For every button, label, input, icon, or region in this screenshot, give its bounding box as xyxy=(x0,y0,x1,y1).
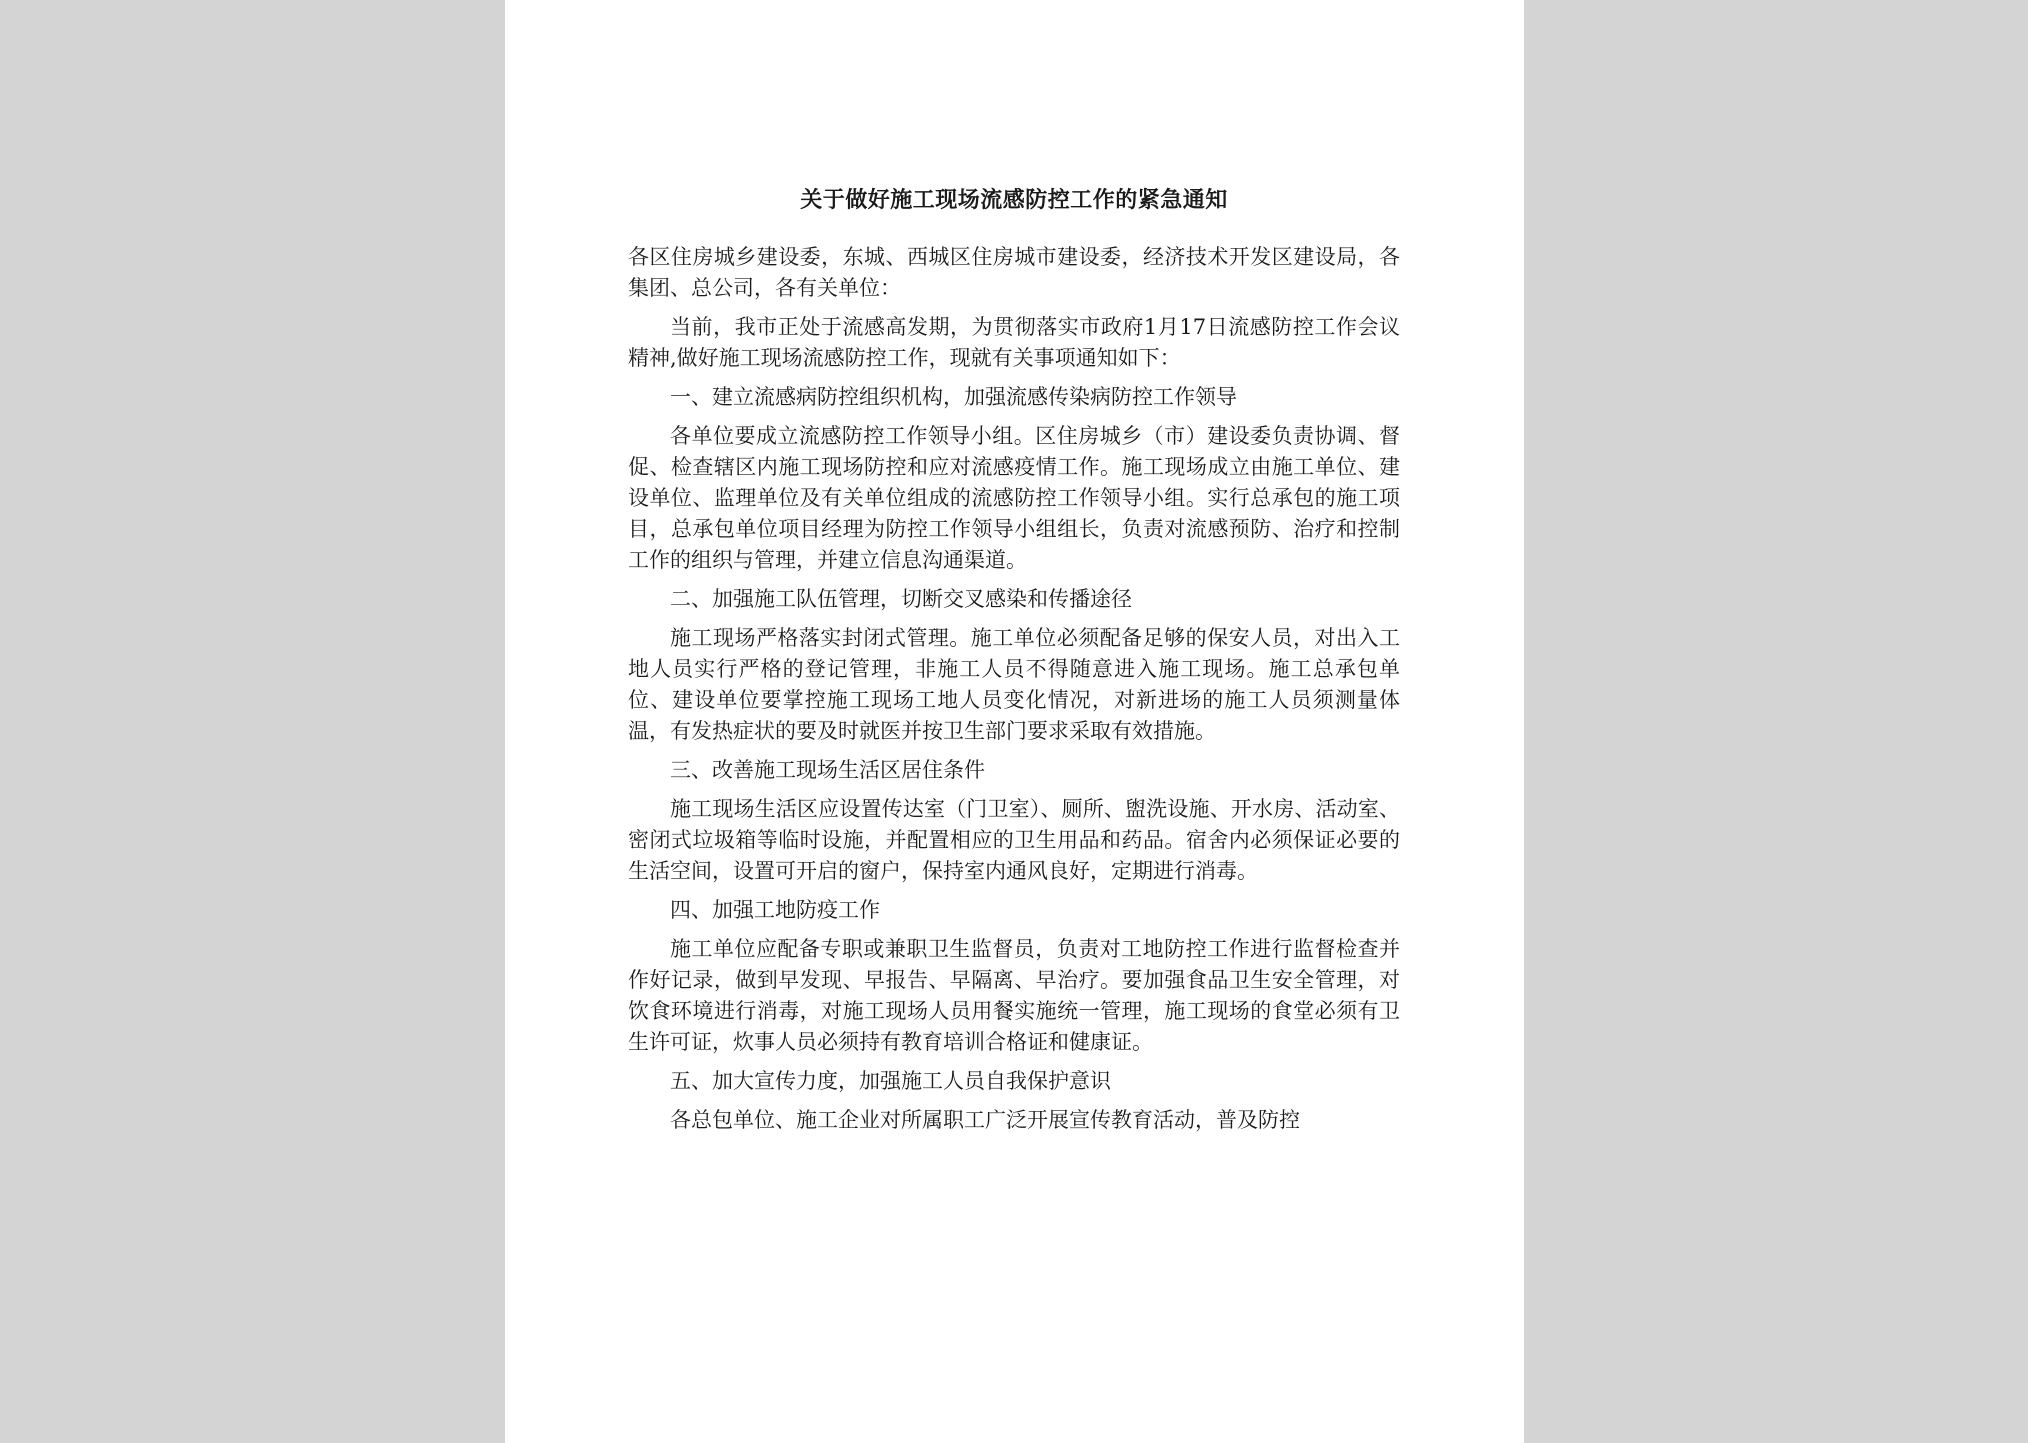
section-heading-4: 四、加强工地防疫工作 xyxy=(670,898,880,922)
document-page xyxy=(505,0,1524,1443)
document-title: 关于做好施工现场流感防控工作的紧急通知 xyxy=(800,187,1228,213)
section-body-5: 各总包单位、施工企业对所属职工广泛开展宣传教育活动，普及防控 xyxy=(670,1108,1300,1132)
section-body-3: 施工现场生活区应设置传达室（门卫室）、厕所、盥洗设施、开水房、活动室、密闭式垃圾箱等临时设施，并配置相应的卫生用品和药品。宿舍内必须保证必要的生活空间，设置可开启的窗户，保持室内通风良好，定期进行消毒。 xyxy=(628,797,1400,883)
addressee-paragraph: 各区住房城乡建设委，东城、西城区住房城市建设委，经济技术开发区建设局，各集团、总公司，各有关单位： xyxy=(628,245,1400,300)
document-content xyxy=(628,183,1400,1144)
section-body-2: 施工现场严格落实封闭式管理。施工单位必须配备足够的保安人员，对出入工地人员实行严格的登记管理，非施工人员不得随意进入施工现场。施工总承包单位、建设单位要掌控施工现场工地人员变化情况，对新进场的施工人员须测量体温，有发热症状的要及时就医并按卫生部门要求采取有效措施。 xyxy=(628,626,1400,743)
section-body-1: 各单位要成立流感防控工作领导小组。区住房城乡（市）建设委负责协调、督促、检查辖区内施工现场防控和应对流感疫情工作。施工现场成立由施工单位、建设单位、监理单位及有关单位组成的流感防控工作领导小组。实行总承包的施工项目，总承包单位项目经理为防控工作领导小组组长，负责对流感预防、治疗和控制工作的组织与管理，并建立信息沟通渠道。 xyxy=(628,424,1400,572)
section-heading-5: 五、加大宣传力度，加强施工人员自我保护意识 xyxy=(670,1069,1111,1093)
section-heading-1: 一、建立流感病防控组织机构，加强流感传染病防控工作领导 xyxy=(670,385,1237,409)
section-body-4: 施工单位应配备专职或兼职卫生监督员，负责对工地防控工作进行监督检查并作好记录，做到早发现、早报告、早隔离、早治疗。要加强食品卫生安全管理，对饮食环境进行消毒，对施工现场人员用餐实施统一管理，施工现场的食堂必须有卫生许可证，炊事人员必须持有教育培训合格证和健康证。 xyxy=(628,937,1400,1054)
intro-paragraph: 当前，我市正处于流感高发期，为贯彻落实市政府1月17日流感防控工作会议精神,做好施工现场流感防控工作，现就有关事项通知如下： xyxy=(628,315,1400,370)
section-heading-2: 二、加强施工队伍管理，切断交叉感染和传播途径 xyxy=(670,587,1132,611)
section-heading-3: 三、改善施工现场生活区居住条件 xyxy=(670,758,985,782)
